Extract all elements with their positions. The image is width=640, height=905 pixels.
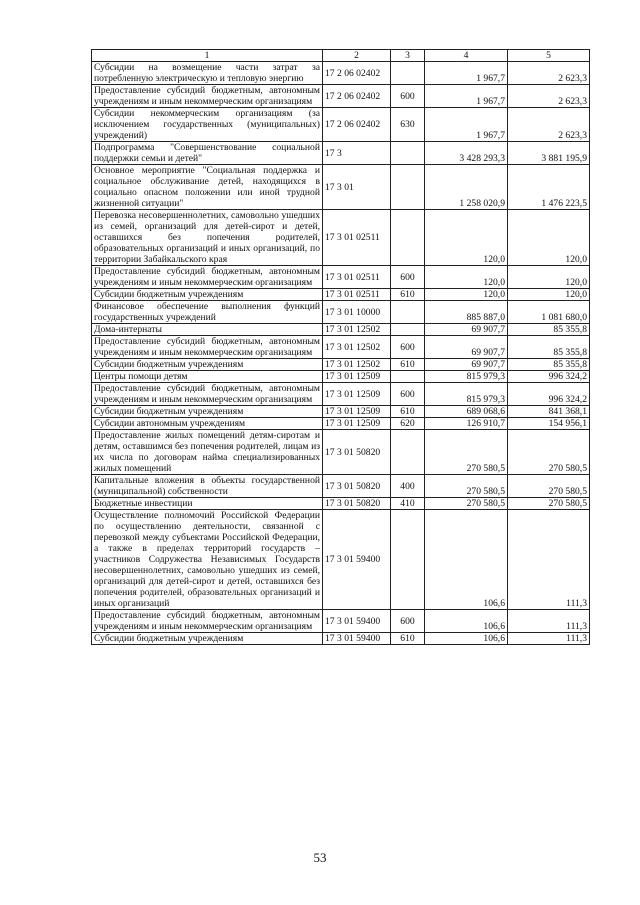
row-value-col4: 815 979,3 [425,383,508,406]
row-expense-type: 620 [391,418,425,430]
row-expense-type: 610 [391,406,425,418]
row-expense-type [391,324,425,336]
row-name: Центры помощи детям [92,371,323,383]
row-expense-type [391,371,425,383]
row-value-col4: 270 580,5 [425,475,508,498]
table-row [92,289,590,301]
row-code: 17 3 01 12502 [323,336,391,359]
row-expense-type: 410 [391,498,425,510]
row-name: Субсидии на возмещение части затрат за потребленную электрическую и тепловую энергию [92,62,323,85]
row-code: 17 3 01 02511 [323,266,391,289]
row-value-col4: 689 068,6 [425,406,508,418]
table-row [92,336,590,359]
row-expense-type [391,301,425,324]
row-name: Перевозка несовершеннолетних, самовольно ушедших из семей, организаций для детей-сирот и детей, оставшихся без попечения родителей, образовательных организаций и иных организаций, по территории Забайкальского края [92,210,323,266]
row-expense-type [391,165,425,210]
row-code: 17 3 01 59400 [323,633,391,645]
row-name: Дома-интернаты [92,324,323,336]
row-expense-type: 600 [391,383,425,406]
row-value-col4: 69 907,7 [425,359,508,371]
table-row [92,406,590,418]
row-value-col5: 270 580,5 [508,498,590,510]
row-expense-type [391,210,425,266]
row-value-col5: 2 623,3 [508,108,590,142]
budget-table [91,49,590,645]
row-value-col4: 120,0 [425,266,508,289]
row-code: 17 3 01 [323,165,391,210]
row-expense-type: 600 [391,85,425,108]
table-header-row [92,50,590,62]
row-value-col5: 2 623,3 [508,85,590,108]
table-row [92,165,590,210]
row-value-col4: 1 967,7 [425,108,508,142]
row-value-col5: 1 476 223,5 [508,165,590,210]
row-expense-type: 610 [391,633,425,645]
row-value-col5: 85 355,8 [508,359,590,371]
row-value-col5: 270 580,5 [508,475,590,498]
row-code: 17 3 01 59400 [323,610,391,633]
row-expense-type: 630 [391,108,425,142]
row-code: 17 3 01 12502 [323,324,391,336]
row-value-col5: 1 081 680,0 [508,301,590,324]
row-expense-type [391,62,425,85]
row-name: Субсидии бюджетным учреждениям [92,406,323,418]
row-name: Субсидии некоммерческим организациям (за исключением государственных (муниципальных) учреждений) [92,108,323,142]
row-name: Предоставление субсидий бюджетным, автономным учреждениям и иным некоммерческим организациям [92,610,323,633]
row-name: Основное мероприятие "Социальная поддержка и социальное обслуживание детей, находящихся в социально опасном положении или иной трудной жизненной ситуации" [92,165,323,210]
header-col-2: 2 [323,50,391,62]
row-code: 17 3 01 12509 [323,418,391,430]
header-col-4: 4 [425,50,508,62]
row-value-col5: 270 580,5 [508,430,590,475]
table-row [92,430,590,475]
row-value-col4: 106,6 [425,633,508,645]
row-code: 17 3 01 02511 [323,289,391,301]
table-row [92,418,590,430]
row-value-col5: 154 956,1 [508,418,590,430]
row-value-col4: 126 910,7 [425,418,508,430]
row-value-col5: 85 355,8 [508,336,590,359]
row-value-col5: 120,0 [508,210,590,266]
row-value-col4: 815 979,3 [425,371,508,383]
table-row [92,62,590,85]
row-code: 17 3 01 12502 [323,359,391,371]
row-code: 17 3 01 50820 [323,430,391,475]
row-code: 17 3 [323,142,391,165]
row-code: 17 3 01 12509 [323,406,391,418]
row-name: Предоставление субсидий бюджетным, автономным учреждениям и иным некоммерческим организациям [92,85,323,108]
table-row [92,383,590,406]
row-expense-type: 600 [391,266,425,289]
row-code: 17 2 06 02402 [323,62,391,85]
header-col-1: 1 [92,50,323,62]
table-row [92,633,590,645]
table-row [92,510,590,610]
row-value-col4: 106,6 [425,510,508,610]
row-value-col4: 270 580,5 [425,498,508,510]
row-value-col4: 106,6 [425,610,508,633]
row-name: Субсидии бюджетным учреждениям [92,359,323,371]
page-number: 53 [313,850,327,865]
table-body [92,62,590,645]
row-value-col4: 120,0 [425,289,508,301]
table-row [92,108,590,142]
table-row [92,324,590,336]
row-name: Финансовое обеспечение выполнения функций государственных учреждений [92,301,323,324]
row-code: 17 3 01 12509 [323,371,391,383]
row-value-col4: 270 580,5 [425,430,508,475]
row-code: 17 3 01 50820 [323,475,391,498]
budget-table-sheet [91,49,589,645]
row-code: 17 3 01 10000 [323,301,391,324]
row-expense-type [391,142,425,165]
row-name: Субсидии бюджетным учреждениям [92,289,323,301]
row-expense-type: 600 [391,336,425,359]
row-value-col5: 841 368,1 [508,406,590,418]
table-row [92,359,590,371]
table-row [92,85,590,108]
header-col-5: 5 [508,50,590,62]
row-value-col4: 69 907,7 [425,336,508,359]
row-name: Субсидии автономным учреждениям [92,418,323,430]
row-code: 17 3 01 50820 [323,498,391,510]
row-value-col5: 3 881 195,9 [508,142,590,165]
row-name: Бюджетные инвестиции [92,498,323,510]
row-value-col4: 1 967,7 [425,62,508,85]
row-value-col5: 111,3 [508,610,590,633]
row-name: Предоставление жилых помещений детям-сиротам и детям, оставшимся без попечения родителей, лицам из их числа по договорам найма специализированных жилых помещений [92,430,323,475]
row-code: 17 3 01 02511 [323,210,391,266]
table-row [92,210,590,266]
row-name: Субсидии бюджетным учреждениям [92,633,323,645]
table-row [92,498,590,510]
row-expense-type [391,430,425,475]
row-value-col5: 120,0 [508,266,590,289]
row-code: 17 3 01 12509 [323,383,391,406]
row-name: Предоставление субсидий бюджетным, автономным учреждениям и иным некоммерческим организациям [92,266,323,289]
row-value-col5: 111,3 [508,633,590,645]
row-code: 17 3 01 59400 [323,510,391,610]
row-expense-type: 400 [391,475,425,498]
row-expense-type: 610 [391,359,425,371]
row-value-col4: 1 967,7 [425,85,508,108]
row-expense-type: 600 [391,610,425,633]
table-row [92,266,590,289]
row-expense-type: 610 [391,289,425,301]
row-name: Предоставление субсидий бюджетным, автономным учреждениям и иным некоммерческим организациям [92,336,323,359]
row-value-col5: 120,0 [508,289,590,301]
row-code: 17 2 06 02402 [323,108,391,142]
row-name: Подпрограмма "Совершенствование социальной поддержки семьи и детей" [92,142,323,165]
row-value-col5: 2 623,3 [508,62,590,85]
row-value-col5: 85 355,8 [508,324,590,336]
row-value-col5: 996 324,2 [508,371,590,383]
table-row [92,475,590,498]
header-col-3: 3 [391,50,425,62]
row-name: Осуществление полномочий Российской Федерации по осуществлению деятельности, связанной с перевозкой между субъектами Российской Федерации, а также в пределах территорий государств – участников Содружества Независимых Государств несовершеннолетних, самовольно ушедших из семей, организаций для детей-сирот и детей, оставшихся без попечения родителей, образовательных организаций и иных организаций [92,510,323,610]
row-value-col4: 885 887,0 [425,301,508,324]
table-row [92,371,590,383]
row-value-col4: 1 258 020,9 [425,165,508,210]
row-code: 17 2 06 02402 [323,85,391,108]
table-row [92,301,590,324]
row-name: Капитальные вложения в объекты государственной (муниципальной) собственности [92,475,323,498]
row-name: Предоставление субсидий бюджетным, автономным учреждениям и иным некоммерческим организациям [92,383,323,406]
table-row [92,610,590,633]
row-value-col5: 996 324,2 [508,383,590,406]
table-row [92,142,590,165]
row-expense-type [391,510,425,610]
row-value-col4: 69 907,7 [425,324,508,336]
row-value-col4: 120,0 [425,210,508,266]
row-value-col4: 3 428 293,3 [425,142,508,165]
row-value-col5: 111,3 [508,510,590,610]
